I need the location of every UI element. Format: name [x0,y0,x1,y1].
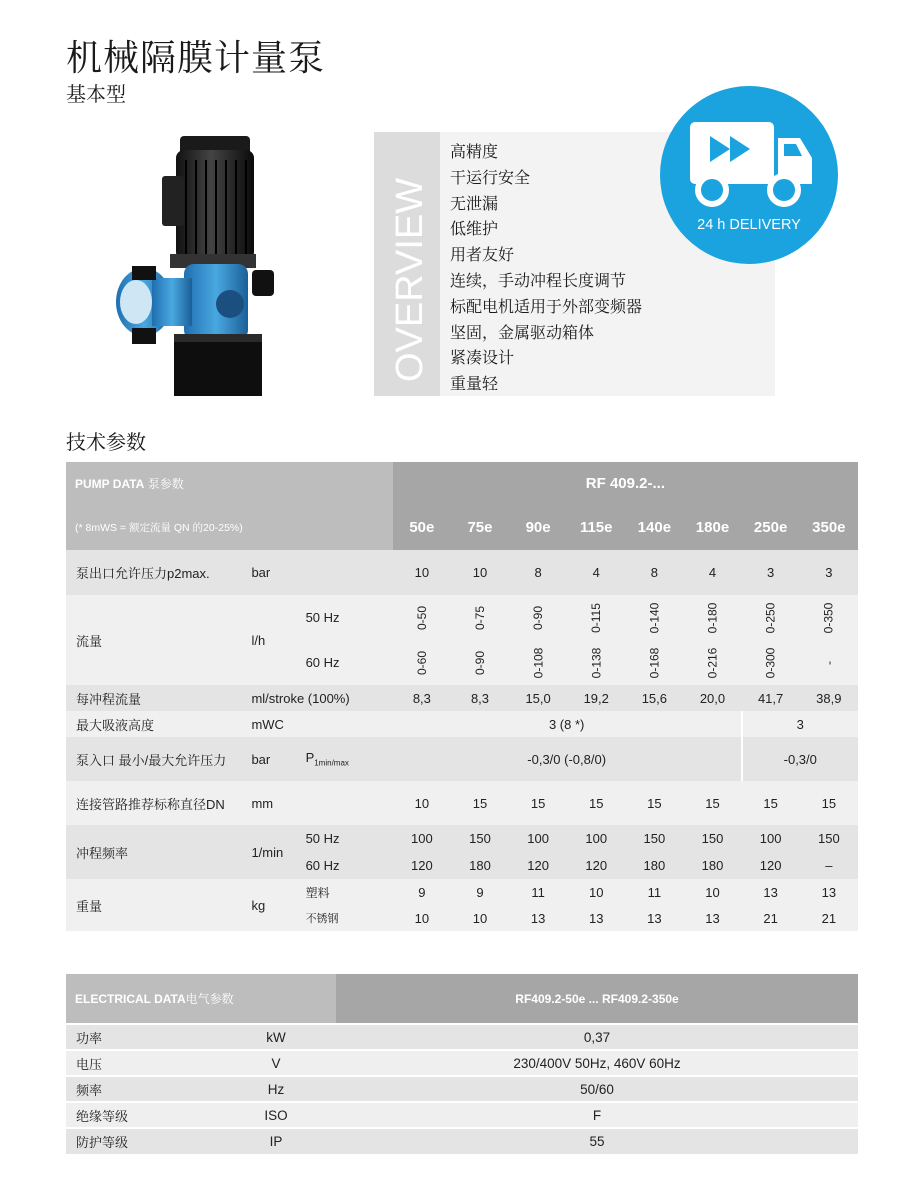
feature-item: 重量轻 [450,376,499,394]
cell-value: 15 [567,781,625,825]
row-label: 频率 [66,1076,216,1102]
cell-value: 4 [683,550,741,595]
cell-value: 0-140 [625,595,683,640]
cell-value: 120 [509,852,567,879]
cell-value: 150 [800,825,858,852]
cell-value: 150 [625,825,683,852]
feature-item: 连续，手动冲程长度调节 [450,272,627,290]
cell-value: 150 [451,825,509,852]
feature-item: 高精度 [450,144,499,161]
variant-header: 90e [509,504,567,550]
cell-value: 15 [625,781,683,825]
table-row [66,737,858,781]
feature-item: 紧凑设计 [450,350,515,368]
cell-value: 15 [800,781,858,825]
cell-value: 10 [393,781,451,825]
variant-header: 140e [625,504,683,550]
cell-value: -0,3/0 [742,737,858,781]
page-title: 机械隔膜计量泵 [66,37,326,78]
row-sub-label: 50 Hz [304,825,393,852]
electrical-data-title: ELECTRICAL DATA电气参数 [66,974,336,1024]
cell-value: 10 [393,550,451,595]
electrical-model-header: RF409.2-50e ... RF409.2-350e [336,974,858,1024]
cell-value: 0-350 [800,595,858,640]
feature-item: 低维护 [450,221,499,239]
cell-value: 8,3 [393,685,451,711]
cell-value: 50/60 [336,1076,858,1102]
feature-item: 用者友好 [450,247,515,265]
cell-value: 8,3 [451,685,509,711]
cell-value: 10 [567,879,625,905]
table-row [66,1102,858,1128]
row-sub-label: 60 Hz [304,852,393,879]
row-sub-label: 不锈钢 [304,905,393,931]
table-row [66,711,858,737]
row-label: 连接管路推荐标称直径DN [66,781,249,825]
row-label: 防护等级 [66,1128,216,1154]
row-unit: Hz [216,1076,336,1102]
table-row [66,1128,858,1154]
variant-header: 115e [567,504,625,550]
cell-value: 0-90 [451,640,509,685]
cell-value: 180 [683,852,741,879]
pump-image [112,130,292,400]
cell-value: 10 [683,879,741,905]
cell-value: F [336,1102,858,1128]
cell-value: 10 [451,905,509,931]
feature-item: 标配电机适用于外部变频器 [450,298,643,316]
cell-value: 11 [509,879,567,905]
cell-value: 100 [393,825,451,852]
model-header: RF 409.2-... [393,462,858,504]
cell-value: 10 [451,550,509,595]
cell-value: 55 [336,1128,858,1154]
table-row [66,595,858,640]
cell-value: 0-300 [742,640,800,685]
cell-value: 15 [451,781,509,825]
cell-value: 4 [567,550,625,595]
page-subtitle: 基本型 [66,84,126,106]
cell-value: 8 [625,550,683,595]
cell-value: 19,2 [567,685,625,711]
cell-value: 150 [683,825,741,852]
cell-value: – [800,852,858,879]
table-row [66,1076,858,1102]
cell-value: 120 [567,852,625,879]
cell-value: 120 [742,852,800,879]
cell-value: 15 [683,781,741,825]
variant-header: 250e [742,504,800,550]
badge-text: 24 h DELIVERY [697,217,801,233]
cell-value: -0,3/0 (-0,8/0) [393,737,742,781]
feature-item: 无泄漏 [450,195,499,213]
cell-value: 0-90 [509,595,567,640]
row-unit: IP [216,1128,336,1154]
table-row [66,781,858,825]
cell-value: 3 [800,550,858,595]
row-unit: bar [249,737,303,781]
cell-value: 3 (8 *) [393,711,742,737]
cell-value: 8 [509,550,567,595]
svg-text:OVERVIEW: OVERVIEW [389,177,431,382]
cell-value: 0-250 [742,595,800,640]
row-label: 泵入口 最小/最大允许压力 [66,737,249,781]
cell-value: 120 [393,852,451,879]
row-unit: mm [249,781,303,825]
electrical-data-table [66,974,858,1154]
overview-label [374,132,440,396]
row-unit: kg [249,879,303,931]
row-label: 绝缘等级 [66,1102,216,1128]
cell-value: 41,7 [742,685,800,711]
cell-value: 0-180 [683,595,741,640]
row-sub-label: 60 Hz [304,640,393,685]
row-unit: ml/stroke (100%) [249,685,392,711]
feature-item: 干运行安全 [450,169,531,187]
cell-value: 9 [393,879,451,905]
delivery-badge [660,86,838,264]
cell-value: 100 [567,825,625,852]
row-label: 泵出口允许压力p2max. [66,550,249,595]
cell-value: 13 [567,905,625,931]
cell-value: 0-60 [393,640,451,685]
table-row [66,825,858,852]
row-unit: 1/min [249,825,303,879]
cell-value: 3 [742,711,858,737]
cell-value: 38,9 [800,685,858,711]
feature-item: 坚固，金属驱动箱体 [450,324,595,342]
row-label: 每冲程流量 [66,685,249,711]
row-label: 最大吸液高度 [66,711,249,737]
row-unit: kW [216,1024,336,1050]
cell-value: 13 [742,879,800,905]
cell-value: 13 [800,879,858,905]
variant-header: 180e [683,504,741,550]
row-unit: bar [249,550,303,595]
cell-value: 0,37 [336,1024,858,1050]
cell-value: 0-75 [451,595,509,640]
cell-value: 0-168 [625,640,683,685]
pump-data-title: PUMP DATA 泵参数 [66,462,393,504]
section-title-specs: 技术参数 [66,432,146,454]
pump-data-table [66,462,858,931]
cell-value: 3 [742,550,800,595]
cell-value: - [800,640,858,685]
row-sub-label: 50 Hz [304,595,393,640]
cell-value: 10 [393,905,451,931]
row-label: 流量 [66,595,249,685]
row-sub-label: $P_{1min/max}$ [304,737,393,781]
row-label: 冲程频率 [66,825,249,879]
cell-value: 13 [625,905,683,931]
cell-value: 0-108 [509,640,567,685]
cell-value: 13 [683,905,741,931]
variant-header: 350e [800,504,858,550]
table-row [66,550,858,595]
cell-value: 15,6 [625,685,683,711]
variant-header: 50e [393,504,451,550]
variant-header: 75e [451,504,509,550]
cell-value: 100 [509,825,567,852]
cell-value: 15 [742,781,800,825]
cell-value: 11 [625,879,683,905]
cell-value: 230/400V 50Hz, 460V 60Hz [336,1050,858,1076]
cell-value: 0-138 [567,640,625,685]
feature-list [450,140,642,398]
row-unit: mWC [249,711,392,737]
table-row [66,1024,858,1050]
row-unit: ISO [216,1102,336,1128]
cell-value: 0-216 [683,640,741,685]
cell-value: 20,0 [683,685,741,711]
cell-value: 100 [742,825,800,852]
row-unit: V [216,1050,336,1076]
suction-note: (* 8mWS = 额定流量 QN 的20-25%) [66,504,393,550]
row-unit: l/h [249,595,303,685]
cell-value: 15,0 [509,685,567,711]
row-label: 功率 [66,1024,216,1050]
table-row [66,1050,858,1076]
cell-value: 21 [800,905,858,931]
cell-value: 9 [451,879,509,905]
cell-value: 15 [509,781,567,825]
cell-value: 180 [625,852,683,879]
cell-value: 13 [509,905,567,931]
table-row [66,879,858,905]
cell-value: 0-50 [393,595,451,640]
cell-value: 180 [451,852,509,879]
cell-value: 21 [742,905,800,931]
cell-value: 0-115 [567,595,625,640]
row-label: 电压 [66,1050,216,1076]
row-label: 重量 [66,879,249,931]
row-sub-label: 塑料 [304,879,393,905]
table-row [66,685,858,711]
